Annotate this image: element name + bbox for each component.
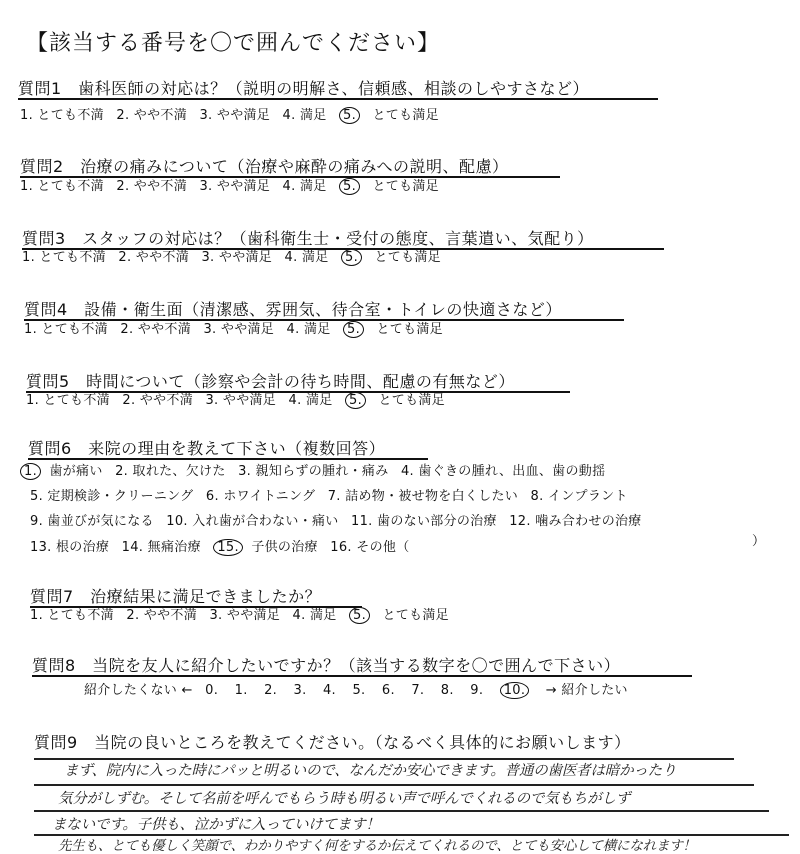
question-6-row-2 [30,485,636,504]
option-10[interactable]: 10. 入れ歯が合わない・痛い [166,514,339,529]
option-2[interactable]: 2. やや不満 [118,250,190,265]
question-6-row-3 [30,510,650,529]
option-1[interactable]: 1. とても不満 [20,108,104,123]
option-16-close-paren: ） [752,534,766,549]
option-2[interactable]: 2. やや不満 [120,322,192,337]
scale-4[interactable]: 4. [322,683,336,698]
scale-3[interactable]: 3. [293,683,307,698]
option-3[interactable]: 3. やや満足 [201,250,273,265]
option-1[interactable]: 1. とても不満 [30,608,114,623]
question-6-row-4 [30,536,418,556]
option-5-label: とても満足 [372,108,439,123]
scale-2[interactable]: 2. [264,683,278,698]
option-12[interactable]: 12. 噛み合わせの治療 [509,514,642,529]
scale-left-label: 紹介したくない ← [84,683,193,698]
question-5-title: 質問5 時間について（診察や会計の待ち時間、配慮の有無など） [26,372,515,391]
option-5-label: とても満足 [378,393,445,408]
question-1-title: 質問1 歯科医師の対応は？（説明の明解さ、信頼感、相談のしやすさなど） [18,79,590,98]
answer-line-3: まないです。子供も、泣かずに入っていけてます！ [52,817,380,833]
answer-line-2: 気分がしずむ。そして名前を呼んでもらう時も明るい声で呼んでくれるので気もちがしず [58,791,630,807]
option-8[interactable]: 8. インプラント [530,489,628,504]
question-1-options [20,104,447,124]
option-5[interactable]: 5. 定期検診・クリーニング [30,489,194,504]
option-4[interactable]: 4. 満足 [284,250,329,265]
option-3[interactable]: 3. やや満足 [209,608,281,623]
option-3[interactable]: 3. 親知らずの腫れ・痛み [238,464,389,479]
option-2[interactable]: 2. やや不満 [126,608,198,623]
option-5-circled[interactable]: 5. [345,392,366,409]
option-3[interactable]: 3. やや満足 [203,322,275,337]
option-5-circled[interactable]: 5. [341,249,362,266]
form-title: 【該当する番号を〇で囲んでください】 [26,31,441,56]
question-2-options [20,175,447,195]
option-3[interactable]: 3. やや満足 [205,393,277,408]
question-8-title: 質問8 当院を友人に紹介したいですか？（該当する数字を〇で囲んで下さい） [32,656,621,675]
scale-right-label: → 紹介したい [545,683,628,698]
scale-1[interactable]: 1. [234,683,248,698]
option-4[interactable]: 4. 歯ぐきの腫れ、出血、歯の動揺 [400,464,606,479]
option-1-label: 歯が痛い [49,464,103,479]
question-3-options [22,246,449,266]
question-9-title: 質問9 当院の良いところを教えてください。（なるべく具体的にお願いします） [34,733,631,752]
option-5-circled[interactable]: 5. [343,321,364,338]
question-6-title: 質問6 来院の理由を教えて下さい（複数回答） [28,439,386,458]
option-14[interactable]: 14. 無痛治療 [121,540,201,555]
question-4-options [24,318,451,338]
question-5-options [26,389,453,409]
scale-9[interactable]: 9. [470,683,484,698]
option-5-circled[interactable]: 5. [339,178,360,195]
scale-7[interactable]: 7. [411,683,425,698]
option-4[interactable]: 4. 満足 [288,393,333,408]
scale-8[interactable]: 8. [440,683,454,698]
option-1-circled[interactable]: 1. [20,463,41,480]
option-16[interactable]: 16. その他（ [330,540,410,555]
option-5-circled[interactable]: 5. [349,607,370,624]
question-8-scale [84,679,636,699]
scale-10-circled[interactable]: 10. [500,682,530,699]
option-15-circled[interactable]: 15. [213,539,243,556]
option-4[interactable]: 4. 満足 [292,608,337,623]
option-2[interactable]: 2. やや不満 [122,393,194,408]
option-2[interactable]: 2. やや不満 [116,108,188,123]
option-5-label: とても満足 [382,608,449,623]
scale-0[interactable]: 0. [205,683,219,698]
question-2-title: 質問2 治療の痛みについて（治療や麻酔の痛みへの説明、配慮） [20,157,509,176]
option-1[interactable]: 1. とても不満 [22,250,106,265]
option-3[interactable]: 3. やや満足 [199,108,271,123]
option-15-label: 子供の治療 [251,540,318,555]
answer-line-4: 先生も、とても優しく笑顔で、わかりやすく何をするか伝えてくれるので、とても安心して横になれます！ [58,838,696,854]
option-5-label: とても満足 [376,322,443,337]
option-2[interactable]: 2. やや不満 [116,179,188,194]
option-5-label: とても満足 [372,179,439,194]
option-1[interactable]: 1. とても不満 [24,322,108,337]
option-4[interactable]: 4. 満足 [282,179,327,194]
question-1-underline [18,98,658,100]
answer-rule-3 [34,810,769,812]
option-5-circled[interactable]: 5. [339,107,360,124]
option-5-label: とても満足 [374,250,441,265]
answer-rule-2 [34,784,754,786]
scale-5[interactable]: 5. [352,683,366,698]
option-1[interactable]: 1. とても不満 [26,393,110,408]
answer-line-1: まず、院内に入った時にパッと明るいので、なんだか安心できます。普通の歯医者は暗かったり [64,763,677,779]
option-3[interactable]: 3. やや満足 [199,179,271,194]
option-9[interactable]: 9. 歯並びが気になる [30,514,154,529]
option-6[interactable]: 6. ホワイトニング [205,489,316,504]
question-8-underline [32,675,692,677]
option-2[interactable]: 2. 取れた、欠けた [115,464,226,479]
option-4[interactable]: 4. 満足 [282,108,327,123]
question-6-row-1 [20,460,613,480]
question-7-title: 質問7 治療結果に満足できましたか？ [30,587,322,606]
option-11[interactable]: 11. 歯のない部分の治療 [351,514,497,529]
option-1[interactable]: 1. とても不満 [20,179,104,194]
scale-6[interactable]: 6. [381,683,395,698]
option-4[interactable]: 4. 満足 [286,322,331,337]
question-4-title: 質問4 設備・衛生面（清潔感、雰囲気、待合室・トイレの快適さなど） [24,300,562,319]
option-7[interactable]: 7. 詰め物・被せ物を白くしたい [327,489,519,504]
option-13[interactable]: 13. 根の治療 [30,540,110,555]
question-7-options [30,604,457,624]
question-3-title: 質問3 スタッフの対応は？（歯科衛生士・受付の態度、言葉遣い、気配り） [22,229,594,248]
